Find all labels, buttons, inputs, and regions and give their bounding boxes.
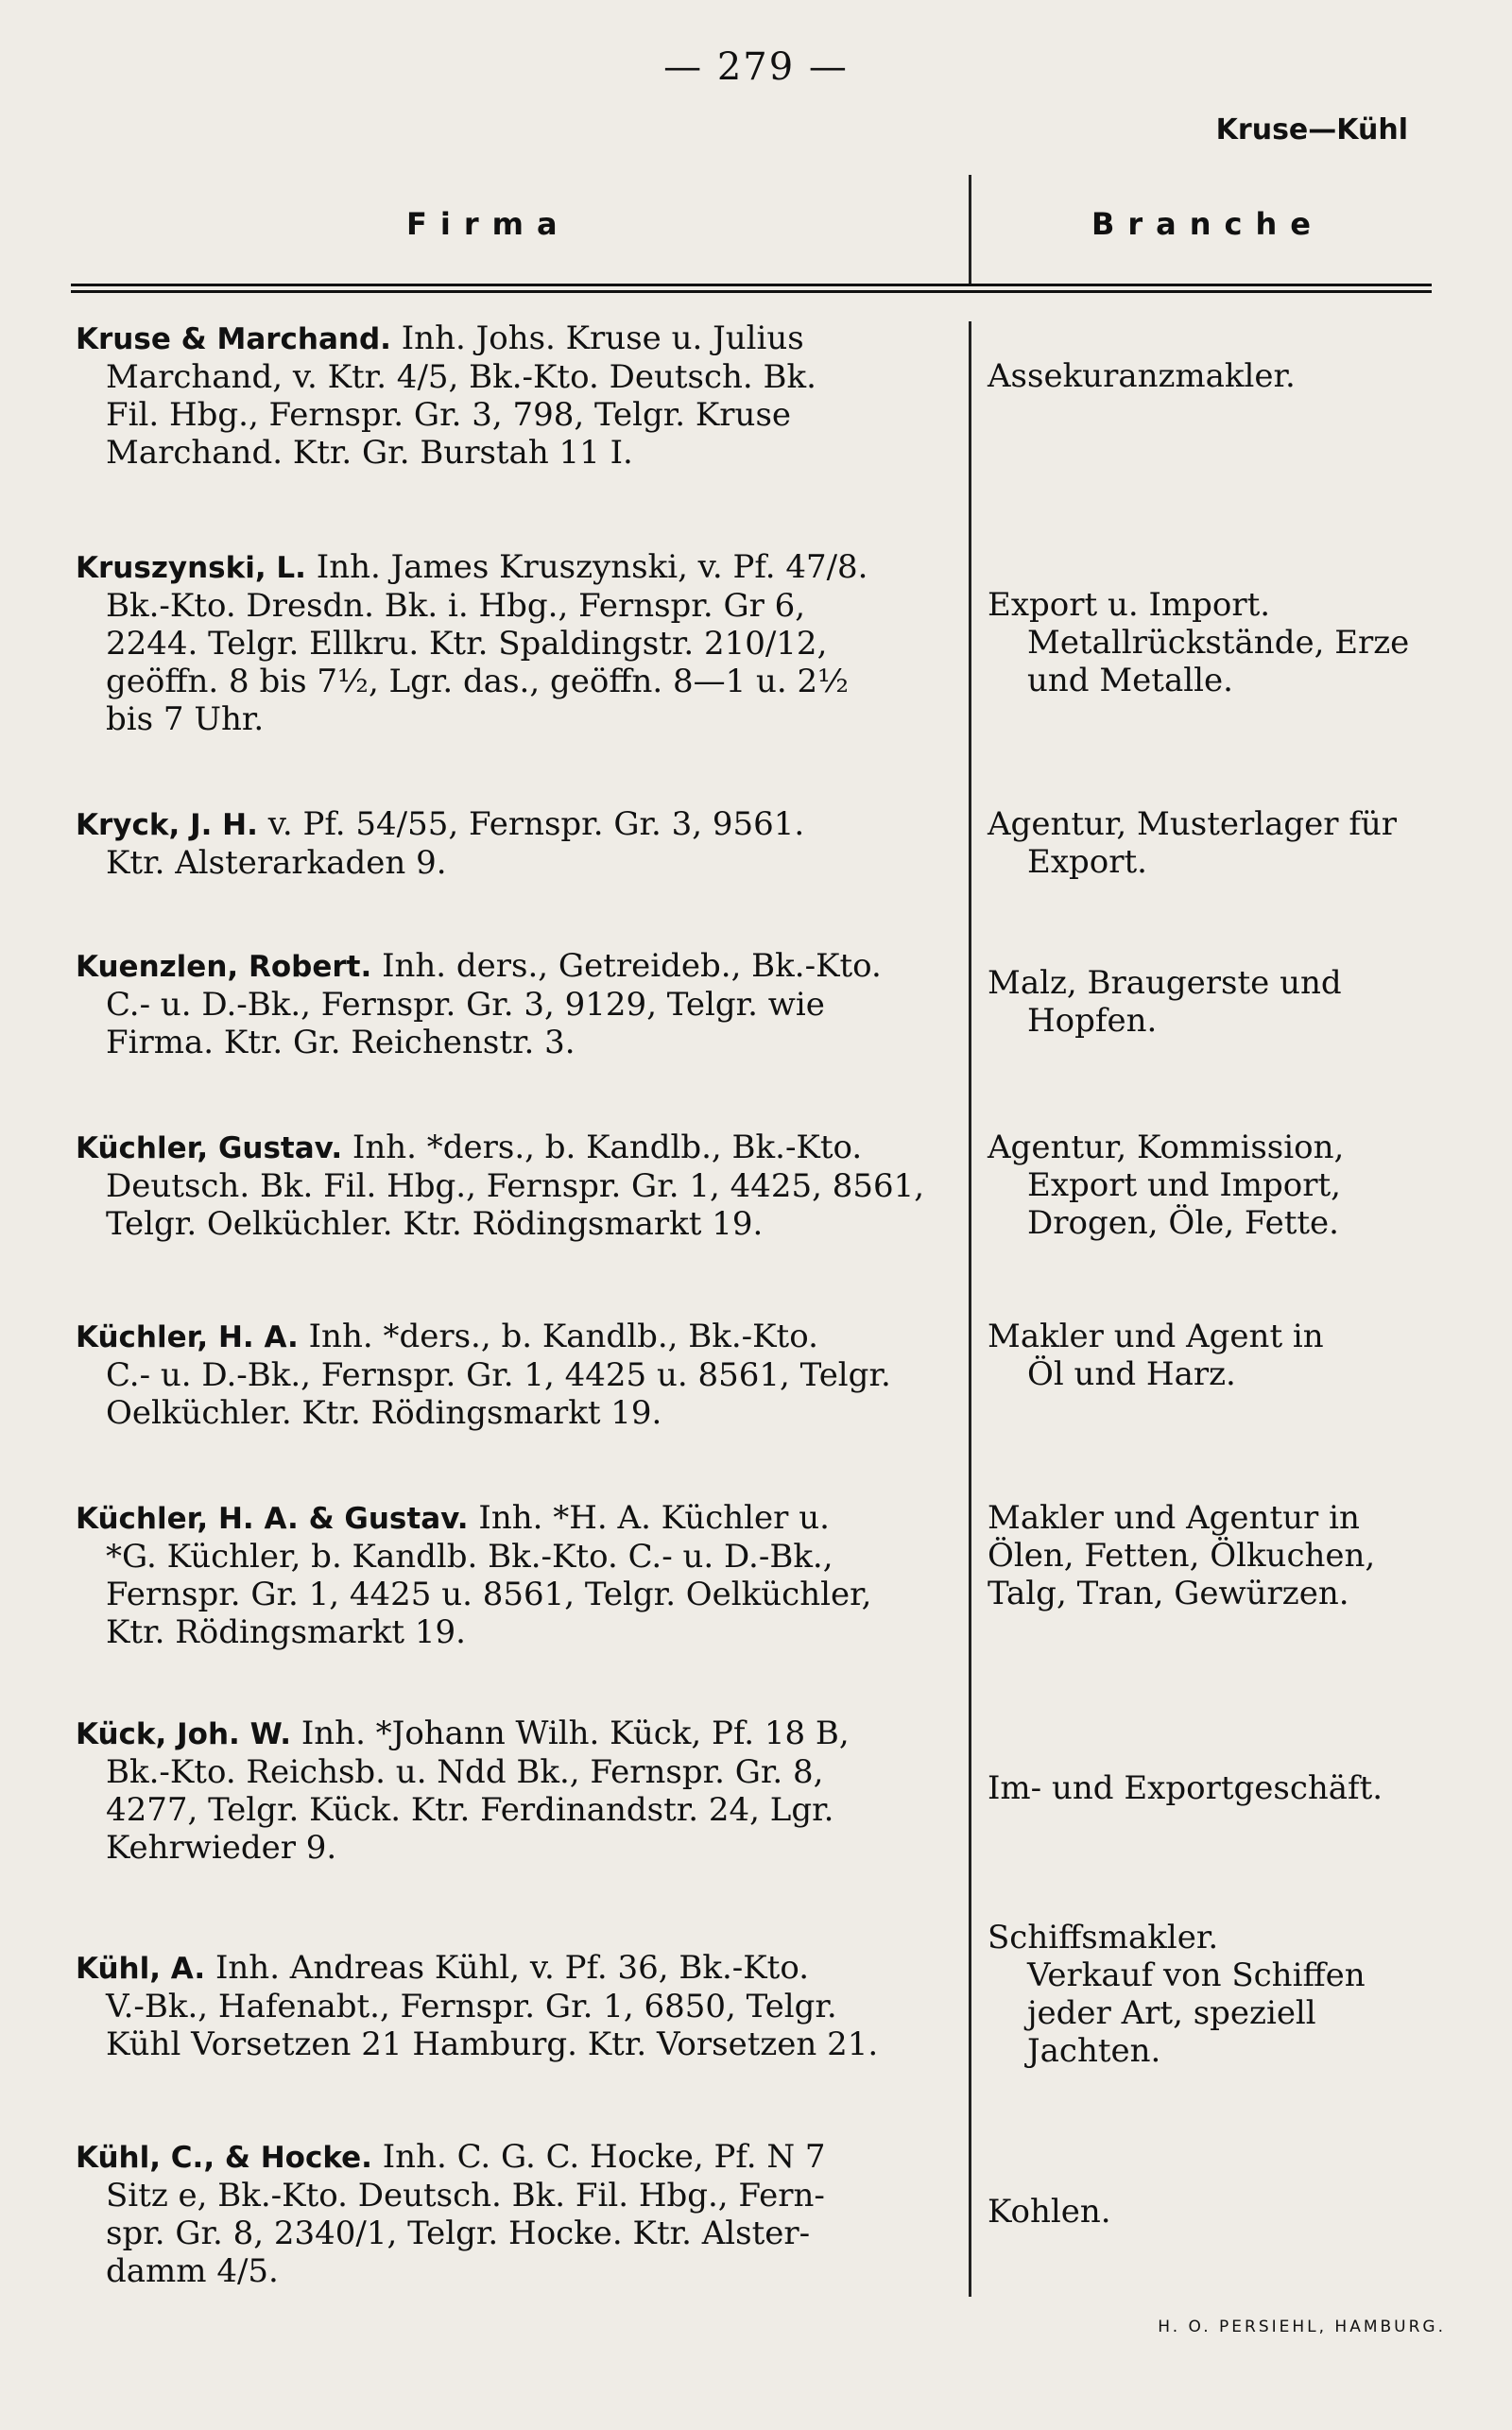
firma-line: Inh. Johs. Kruse u. Julius [401,319,804,357]
firma-line: damm 4/5. [106,2252,279,2290]
firma-line: Inh. ders., Getreideb., Bk.-Kto. [382,947,882,985]
branche-line: Export und Import, [1027,1166,1341,1204]
column-divider [969,321,971,2297]
firma-line: Inh. *ders., b. Kandlb., Bk.-Kto. [308,1318,818,1355]
firma-text [76,548,959,738]
firma-line: Inh. C. G. C. Hocke, Pf. N 7 [382,2138,826,2176]
firma-line: bis 7 Uhr. [106,700,265,738]
firma-text [76,1949,959,2063]
branche-text [988,586,1460,699]
firma-line: C.- u. D.-Bk., Fernspr. Gr. 1, 4425 u. 8561, Telgr. [106,1356,891,1394]
firma-line: Bk.-Kto. Reichsb. u. Ndd Bk., Fernspr. Gr. 8, [106,1753,824,1791]
firma-line: v. Pf. 54/55, Fernspr. Gr. 3, 9561. [267,805,805,843]
branche-line: Export. [1027,843,1147,881]
firma-line: Marchand. Ktr. Gr. Burstah 11 I. [106,434,633,472]
firma-line: *G. Küchler, b. Kandlb. Bk.-Kto. C.- u. D.-Bk., [106,1538,833,1576]
branche-text [988,2193,1460,2231]
firma-line: Inh. *Johann Wilh. Kück, Pf. 18 B, [301,1715,850,1752]
branche-text [988,805,1460,881]
firma-name: Kühl, A. [76,1952,206,1986]
branche-line: Verkauf von Schiffen [1027,1956,1366,1994]
firma-line: Ktr. Rödingsmarkt 19. [106,1613,466,1651]
firma-name: Kuenzlen, Robert. [76,950,372,984]
firma-line: Ktr. Alsterarkaden 9. [106,844,447,882]
branche-line: Talg, Tran, Gewürzen. [988,1575,1349,1612]
branche-text [988,1318,1460,1393]
branche-line: Kohlen. [988,2193,1111,2231]
printer-imprint: H. O. PERSIEHL, HAMBURG. [1158,2318,1446,2336]
page-number: — 279 — [663,45,849,89]
branche-line: Agentur, Musterlager für [988,805,1398,843]
firma-line: Sitz e, Bk.-Kto. Deutsch. Bk. Fil. Hbg., Fern- [106,2177,825,2215]
firma-line: V.-Bk., Hafenabt., Fernspr. Gr. 1, 6850, Telgr. [106,1988,837,2025]
firma-line: Fernspr. Gr. 1, 4425 u. 8561, Telgr. Oelküchler, [106,1576,872,1613]
firma-line: geöffn. 8 bis 7½, Lgr. das., geöffn. 8—1 u. 2½ [106,663,850,700]
firma-text [76,1499,959,1651]
firma-text [76,1129,959,1243]
branche-text [988,1769,1460,1807]
firma-line: Inh. *ders., b. Kandlb., Bk.-Kto. [352,1129,863,1166]
branche-line: Malz, Braugerste und [988,964,1342,1002]
firma-line: C.- u. D.-Bk., Fernspr. Gr. 3, 9129, Telgr. wie [106,986,825,1024]
firma-name: Kruse & Marchand. [76,322,391,356]
branche-line: Drogen, Öle, Fette. [1027,1204,1339,1242]
branche-text [988,357,1460,395]
branche-line: Export u. Import. [988,586,1271,624]
branche-line: Metallrückstände, Erze [1027,624,1410,662]
firma-line: Fil. Hbg., Fernspr. Gr. 3, 798, Telgr. Kruse [106,396,792,434]
firma-line: Inh. *H. A. Küchler u. [478,1499,830,1537]
firma-text [76,947,959,1061]
firma-line: Telgr. Oelküchler. Ktr. Rödingsmarkt 19. [106,1205,764,1243]
firma-name: Kruszynski, L. [76,551,306,585]
branche-line: Makler und Agent in [988,1318,1324,1355]
firma-line: Inh. Andreas Kühl, v. Pf. 36, Bk.-Kto. [215,1949,810,1987]
firma-name: Küchler, H. A. [76,1320,299,1354]
firma-line: spr. Gr. 8, 2340/1, Telgr. Hocke. Ktr. Alster- [106,2215,811,2252]
branche-line: jeder Art, speziell [1027,1994,1316,2032]
branche-line: Im- und Exportgeschäft. [988,1769,1383,1807]
firma-name: Kryck, J. H. [76,808,258,842]
branche-line: Assekuranzmakler. [988,357,1296,395]
branche-text [988,1129,1460,1242]
branche-line: Schiffsmakler. [988,1919,1219,1956]
column-header-branche: Branche [1091,206,1324,242]
firma-name: Kück, Joh. W. [76,1717,292,1751]
branche-line: und Metalle. [1027,662,1233,699]
firma-line: 4277, Telgr. Kück. Ktr. Ferdinandstr. 24, Lgr. [106,1791,834,1829]
header-rule-bottom [71,290,1432,293]
branche-text [988,1919,1460,2070]
firma-name: Küchler, H. A. & Gustav. [76,1502,469,1536]
branche-line: Jachten. [1027,2032,1161,2070]
branche-line: Makler und Agentur in [988,1499,1360,1537]
branche-text [988,1499,1460,1612]
branche-line: Ölen, Fetten, Ölkuchen, [988,1537,1376,1575]
column-header-firma: Firma [406,206,571,242]
firma-line: Kehrwieder 9. [106,1829,337,1867]
branche-line: Hopfen. [1027,1002,1158,1040]
firma-line: 2244. Telgr. Ellkru. Ktr. Spaldingstr. 210/12, [106,625,828,663]
branche-line: Öl und Harz. [1027,1355,1236,1393]
firma-name: Küchler, Gustav. [76,1131,343,1165]
firma-text [76,319,959,472]
firma-line: Inh. James Kruszynski, v. Pf. 47/8. [316,548,868,586]
firma-line: Kühl Vorsetzen 21 Hamburg. Ktr. Vorsetzen 21. [106,2025,879,2063]
branche-line: Agentur, Kommission, [988,1129,1345,1166]
firma-line: Firma. Ktr. Gr. Reichenstr. 3. [106,1024,576,1061]
branche-text [988,964,1460,1040]
firma-name: Kühl, C., & Hocke. [76,2141,372,2175]
column-divider-header [969,175,971,284]
firma-line: Oelküchler. Ktr. Rödingsmarkt 19. [106,1394,662,1432]
firma-line: Marchand, v. Ktr. 4/5, Bk.-Kto. Deutsch. Bk. [106,358,816,396]
firma-text [76,805,959,882]
firma-text [76,1318,959,1432]
firma-line: Deutsch. Bk. Fil. Hbg., Fernspr. Gr. 1, 4425, 8561, [106,1167,925,1205]
firma-line: Bk.-Kto. Dresdn. Bk. i. Hbg., Fernspr. Gr 6, [106,587,806,625]
header-rule-top [71,284,1432,286]
running-head: Kruse—Kühl [1215,113,1408,146]
firma-text [76,1715,959,1867]
firma-text [76,2138,959,2290]
